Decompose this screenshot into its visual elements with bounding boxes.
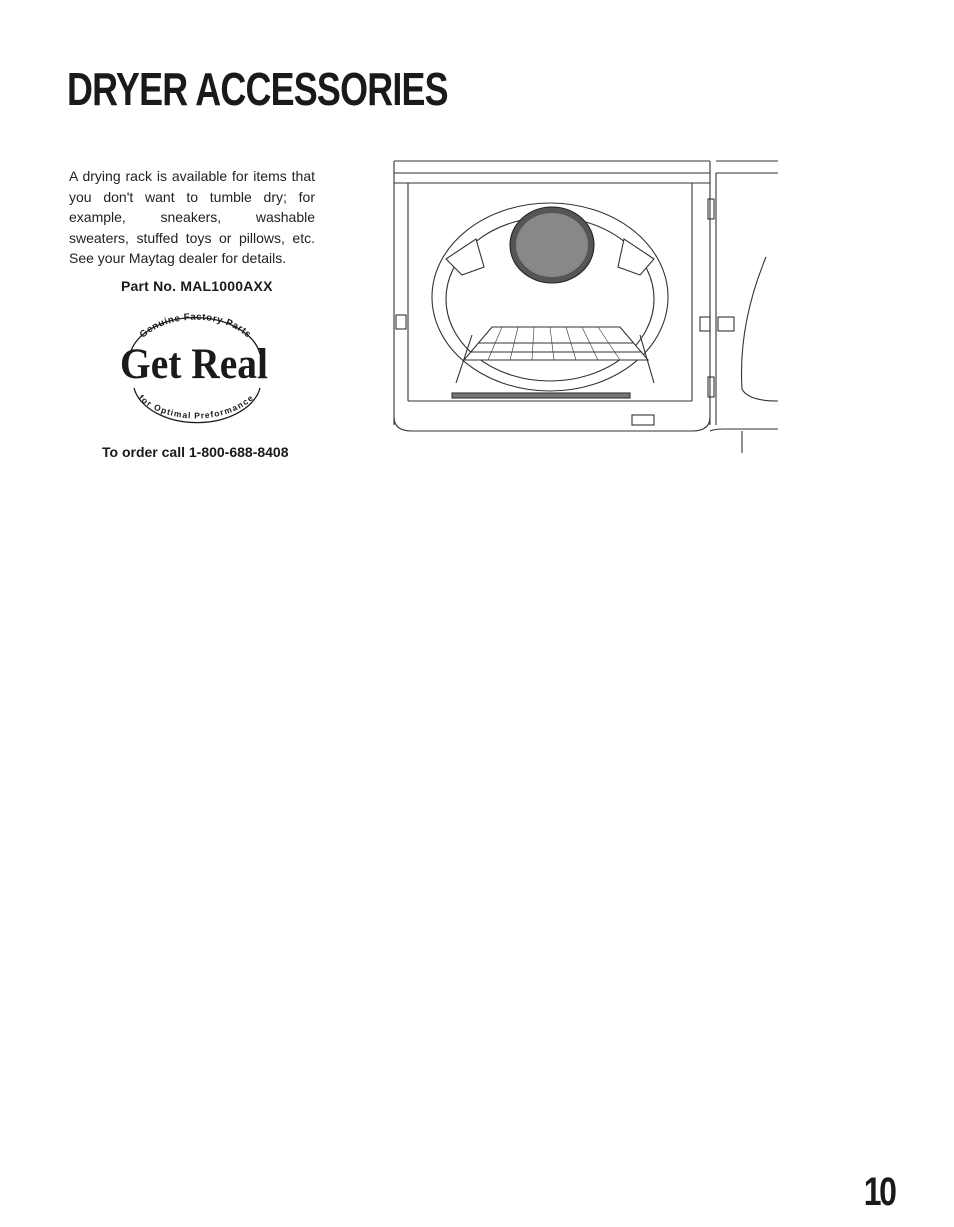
dryer-with-drying-rack-illustration — [392, 155, 778, 455]
logo-main-text: Get Real — [120, 341, 269, 388]
description-paragraph: A drying rack is available for items that you don't want to tumble dry; for example, sneakers, washable sweaters, stuffed toys or pillows, etc. See your Maytag dealer for details. — [69, 168, 315, 266]
logo-top-arc-text: Genuine Factory Parts — [137, 311, 254, 341]
order-phone: To order call 1-800-688-8408 — [102, 444, 289, 460]
part-number: Part No. MAL1000AXX — [121, 278, 273, 294]
get-real-logo — [108, 306, 278, 434]
logo-bottom-arc-text: for Optimal Preformance — [136, 392, 256, 421]
page-title: DRYER ACCESSORIES — [67, 63, 448, 115]
page-number: 10 — [863, 1170, 894, 1214]
